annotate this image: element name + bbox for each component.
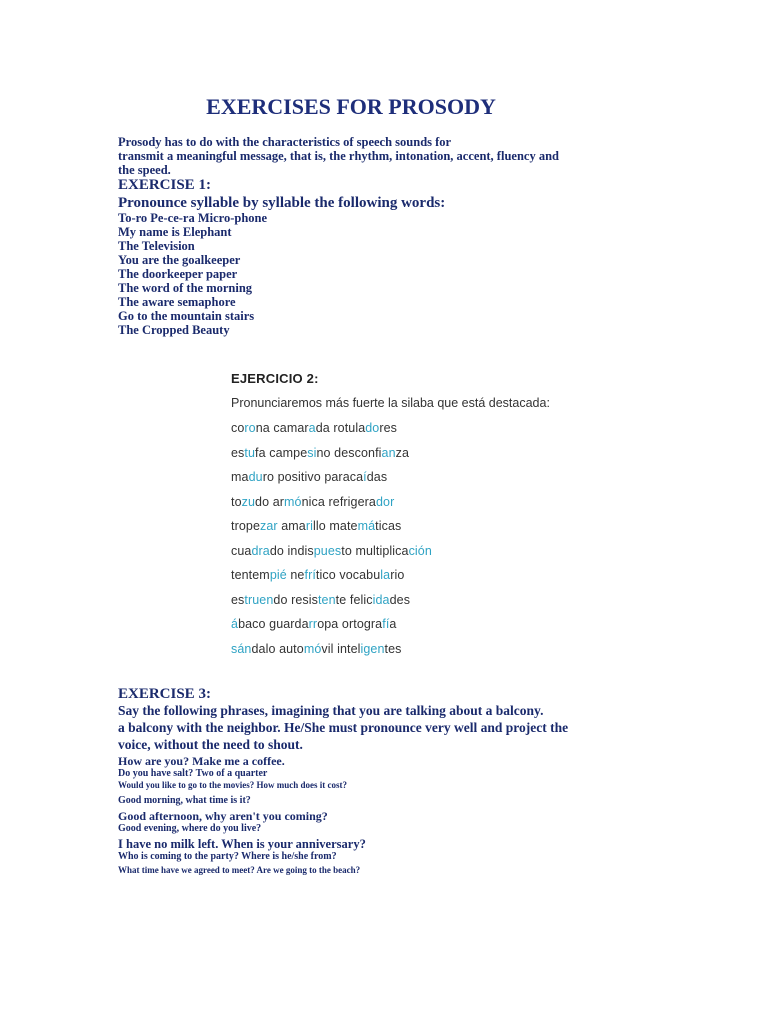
syllable-text: es bbox=[231, 593, 245, 607]
syllable-text: baco guarda bbox=[238, 617, 309, 631]
exercise3-phrase: Good evening, where do you live? bbox=[118, 823, 262, 834]
syllable-text: te felic bbox=[335, 593, 373, 607]
exercise1-item: My name is Elephant bbox=[118, 225, 232, 239]
stressed-syllable: á bbox=[231, 617, 239, 631]
syllable-text: to multiplica bbox=[341, 544, 409, 558]
page-title: EXERCISES FOR PROSODY bbox=[206, 94, 496, 119]
stressed-syllable: í bbox=[363, 470, 367, 484]
syllable-text: tes bbox=[384, 642, 402, 656]
syllable-text: tentem bbox=[231, 568, 270, 582]
stressed-syllable: mó bbox=[284, 495, 302, 509]
exercise3-phrase: How are you? Make me a coffee. bbox=[118, 754, 285, 768]
exercise2-row bbox=[231, 470, 387, 484]
intro-line-3: the speed. bbox=[118, 163, 171, 177]
stressed-syllable: má bbox=[357, 519, 376, 533]
exercise3-heading: EXERCISE 3: bbox=[118, 686, 211, 702]
stressed-syllable: zu bbox=[241, 495, 256, 509]
exercise1-item: The aware semaphore bbox=[118, 295, 236, 309]
exercise2-heading: EJERCICIO 2: bbox=[231, 371, 319, 386]
exercise2-row bbox=[231, 519, 401, 533]
stressed-syllable: fí bbox=[382, 617, 390, 631]
exercise1-item: Go to the mountain stairs bbox=[118, 309, 255, 323]
syllable-text: tico vocabu bbox=[315, 568, 381, 582]
exercise1-item: The Television bbox=[118, 239, 195, 253]
stressed-syllable: an bbox=[381, 446, 396, 460]
syllable-text: fa campe bbox=[255, 446, 308, 460]
exercise3-phrase: Good afternoon, why aren't you coming? bbox=[118, 809, 328, 823]
syllable-text: nica refrigera bbox=[301, 495, 376, 509]
stressed-syllable: ri bbox=[305, 519, 314, 533]
exercise2-instruction: Pronunciaremos más fuerte la silaba que está destacada: bbox=[231, 396, 550, 410]
syllable-text: des bbox=[389, 593, 411, 607]
intro-line-1: Prosody has to do with the characteristics of speech sounds for bbox=[118, 135, 452, 149]
intro-line-2: transmit a meaningful message, that is, the rhythm, intonation, accent, fluency and bbox=[118, 149, 559, 163]
exercise3-phrase: Who is coming to the party? Where is he/she from? bbox=[118, 851, 337, 862]
exercise1-item: You are the goalkeeper bbox=[118, 253, 241, 267]
exercise1-item: The doorkeeper paper bbox=[118, 267, 238, 281]
stressed-syllable: ro bbox=[244, 421, 256, 435]
exercise2-row bbox=[231, 495, 394, 509]
stressed-syllable: pues bbox=[313, 544, 342, 558]
stressed-syllable: ida bbox=[372, 593, 390, 607]
stressed-syllable: si bbox=[307, 446, 317, 460]
exercise3-instruction-3: voice, without the need to shout. bbox=[118, 737, 303, 752]
exercise2-row bbox=[231, 593, 410, 607]
exercise2-row bbox=[231, 642, 402, 656]
syllable-text: llo mate bbox=[313, 519, 358, 533]
stressed-syllable: sán bbox=[231, 642, 252, 656]
syllable-text: es bbox=[231, 446, 245, 460]
exercise2-row bbox=[231, 544, 432, 558]
exercise2-row bbox=[231, 617, 396, 631]
stressed-syllable: ten bbox=[317, 593, 336, 607]
exercise3-phrase: Would you like to go to the movies? How much does it cost? bbox=[118, 780, 348, 790]
stressed-syllable: truen bbox=[244, 593, 274, 607]
stressed-syllable: pié bbox=[269, 568, 287, 582]
exercise1-item: The word of the morning bbox=[118, 281, 253, 295]
syllable-text: za bbox=[395, 446, 410, 460]
syllable-text: das bbox=[366, 470, 388, 484]
exercise2-row bbox=[231, 568, 404, 582]
syllable-text: ne bbox=[286, 568, 305, 582]
stressed-syllable: du bbox=[248, 470, 263, 484]
syllable-text: da rotula bbox=[315, 421, 366, 435]
stressed-syllable: frí bbox=[304, 568, 316, 582]
syllable-text: dalo auto bbox=[251, 642, 304, 656]
exercise3-instruction-2: a balcony with the neighbor. He/She must pronounce very well and project the bbox=[118, 720, 569, 735]
syllable-text: trope bbox=[231, 519, 260, 533]
syllable-text: ama bbox=[277, 519, 306, 533]
syllable-text: na camar bbox=[255, 421, 309, 435]
exercise3-phrase: Good morning, what time is it? bbox=[118, 795, 251, 806]
stressed-syllable: igen bbox=[360, 642, 385, 656]
syllable-text: do resis bbox=[273, 593, 318, 607]
syllable-text: res bbox=[379, 421, 398, 435]
syllable-text: ro positivo paraca bbox=[262, 470, 364, 484]
exercise1-item: The Cropped Beauty bbox=[118, 323, 230, 337]
exercise3-instruction-1: Say the following phrases, imagining that you are talking about a balcony. bbox=[118, 703, 544, 718]
exercise2-row bbox=[231, 421, 397, 435]
stressed-syllable: a bbox=[308, 421, 316, 435]
syllable-text: co bbox=[231, 421, 245, 435]
syllable-text: ticas bbox=[375, 519, 402, 533]
syllable-text: no desconfi bbox=[316, 446, 382, 460]
syllable-text: vil intel bbox=[321, 642, 361, 656]
stressed-syllable: dor bbox=[375, 495, 395, 509]
exercise3-phrase: What time have we agreed to meet? Are we going to the beach? bbox=[118, 865, 361, 875]
stressed-syllable: rr bbox=[308, 617, 318, 631]
syllable-text: ma bbox=[231, 470, 249, 484]
exercise3-phrase: I have no milk left. When is your anniversary? bbox=[118, 837, 366, 851]
exercise1-item: To-ro Pe-ce-ra Micro-phone bbox=[118, 211, 268, 225]
syllable-text: opa ortogra bbox=[317, 617, 383, 631]
syllable-text: rio bbox=[390, 568, 405, 582]
exercise1-instruction: Pronounce syllable by syllable the following words: bbox=[118, 195, 446, 211]
stressed-syllable: do bbox=[365, 421, 380, 435]
stressed-syllable: dra bbox=[251, 544, 270, 558]
syllable-text: to bbox=[231, 495, 242, 509]
exercise3-phrase: Do you have salt? Two of a quarter bbox=[118, 768, 268, 779]
stressed-syllable: la bbox=[380, 568, 391, 582]
stressed-syllable: tu bbox=[244, 446, 256, 460]
syllable-text: a bbox=[389, 617, 397, 631]
syllable-text: do indis bbox=[269, 544, 314, 558]
stressed-syllable: mó bbox=[303, 642, 322, 656]
stressed-syllable: zar bbox=[260, 519, 278, 533]
stressed-syllable: ción bbox=[408, 544, 432, 558]
syllable-text: do ar bbox=[255, 495, 285, 509]
exercise2-row bbox=[231, 446, 409, 460]
syllable-text: cua bbox=[231, 544, 252, 558]
exercise1-heading: EXERCISE 1: bbox=[118, 177, 211, 193]
